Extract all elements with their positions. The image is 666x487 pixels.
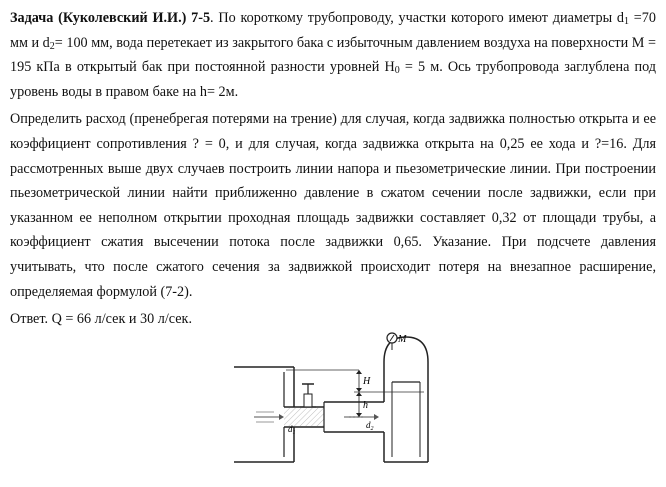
statement-part-d: = 5 м. Ось трубопровода заглублена под уровень воды в правом баке на h= 2м.: [10, 59, 656, 100]
subscript-d2: 2: [49, 40, 55, 52]
subscript-h0: 0: [394, 65, 400, 77]
label-h-big: H: [363, 376, 371, 387]
problem-text: [10, 6, 656, 332]
pipeline-diagram: [224, 332, 446, 482]
valve: [300, 384, 316, 407]
statement-part-b: =70 мм и d: [10, 10, 656, 51]
pipeline-diagram-svg: [224, 332, 446, 482]
problem-task: Определить расход (пренебрегая потерями на трение) для случая, когда задвижка полностью открыта и ее коэффициент сопротивления ? = 0, и для случая, когда задвижка открыта на 0,25 ее хода и ?=16. Для рассмотренных выше двух случаев построить линии напора и пьезометрические линии. При построении пьезометрической линии найти приближенно давление в сжатом сечении после задвижки, если при указанном ее неполном открытии проходная площадь задвижки составляет 0,32 от площади трубы, а коэффициент сжатия высечении потока после задвижки 0,65. Указание. При подсчете давления учитывать, что после сжатого сечения за задвижкой происходит потеря на внезапное расширение, определяемая формулой (7-2).: [10, 111, 656, 300]
problem-title: Задача (Куколевский И.И.) 7-5: [10, 10, 211, 26]
problem-statement: [10, 6, 656, 104]
dimensions: [349, 370, 364, 417]
statement-part-a: . По короткому трубопроводу, участки которого имеют диаметры d: [210, 10, 625, 26]
label-d2: $d_2$: [366, 420, 374, 432]
problem-answer: Ответ. Q = 66 л/сек и 30 л/сек.: [10, 311, 192, 328]
right-tank: [354, 333, 428, 462]
subscript-d1: 1: [624, 16, 630, 27]
statement-part-c: = 100 мм, вода перетекает из закрытого бака с избыточным давлением воздуха на поверхности М = 195 кПа в открытый бак при постоянной разности уровней Н: [10, 34, 656, 76]
label-d1: $d_1$: [288, 424, 296, 436]
label-h-small: h: [363, 400, 368, 411]
label-m: M: [398, 334, 407, 345]
